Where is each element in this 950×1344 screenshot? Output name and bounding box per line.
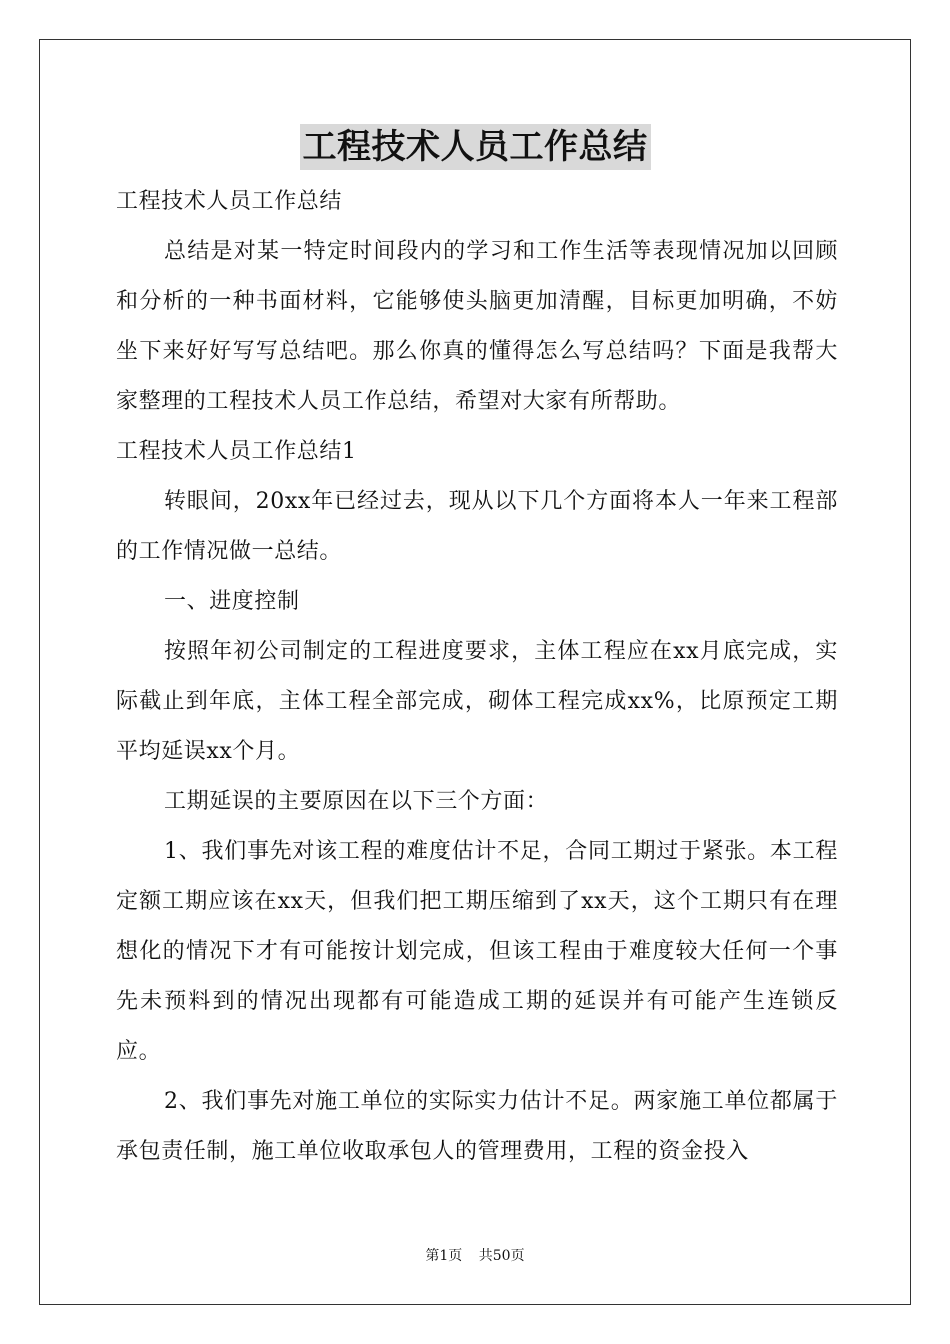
subsection-heading: 一、进度控制 — [164, 589, 300, 614]
paragraph-intro: 总结是对某一特定时间段内的学习和工作生活等表现情况加以回顾和分析的一种书面材料，它能够使头脑更加清醒，目标更加明确，不妨坐下来好好写写总结吧。那么你真的懂得怎么写总结吗？下面是我帮大家整理的工程技术人员工作总结，希望对大家有所帮助。 — [116, 239, 838, 414]
list-item: 2、我们事先对施工单位的实际实力估计不足。两家施工单位都属于承包责任制，施工单位收取承包人的管理费用，工程的资金投入 — [116, 1089, 838, 1164]
document-subtitle: 工程技术人员工作总结 — [116, 189, 343, 214]
page-footer — [0, 1246, 950, 1266]
document-title: 工程技术人员工作总结 — [300, 124, 651, 170]
page-total: 共50页 — [478, 1248, 525, 1264]
paragraph: 工期延误的主要原因在以下三个方面： — [164, 789, 549, 814]
page-number: 第1页 — [425, 1248, 463, 1264]
paragraph: 转眼间，20xx年已经过去，现从以下几个方面将本人一年来工程部的工作情况做一总结。 — [116, 489, 838, 564]
list-item: 1、我们事先对该工程的难度估计不足，合同工期过于紧张。本工程定额工期应该在xx天，但我们把工期压缩到了xx天，这个工期只有在理想化的情况下才有可能按计划完成，但该工程由于难度较大任何一个事先未预料到的情况出现都有可能造成工期的延误并有可能产生连锁反应。 — [116, 839, 838, 1064]
document-body — [116, 177, 838, 1177]
paragraph: 按照年初公司制定的工程进度要求，主体工程应在xx月底完成，实际截止到年底，主体工程全部完成，砌体工程完成xx%，比原预定工期平均延误xx个月。 — [116, 639, 838, 764]
section-heading: 工程技术人员工作总结1 — [116, 439, 357, 464]
title-container — [0, 124, 950, 170]
